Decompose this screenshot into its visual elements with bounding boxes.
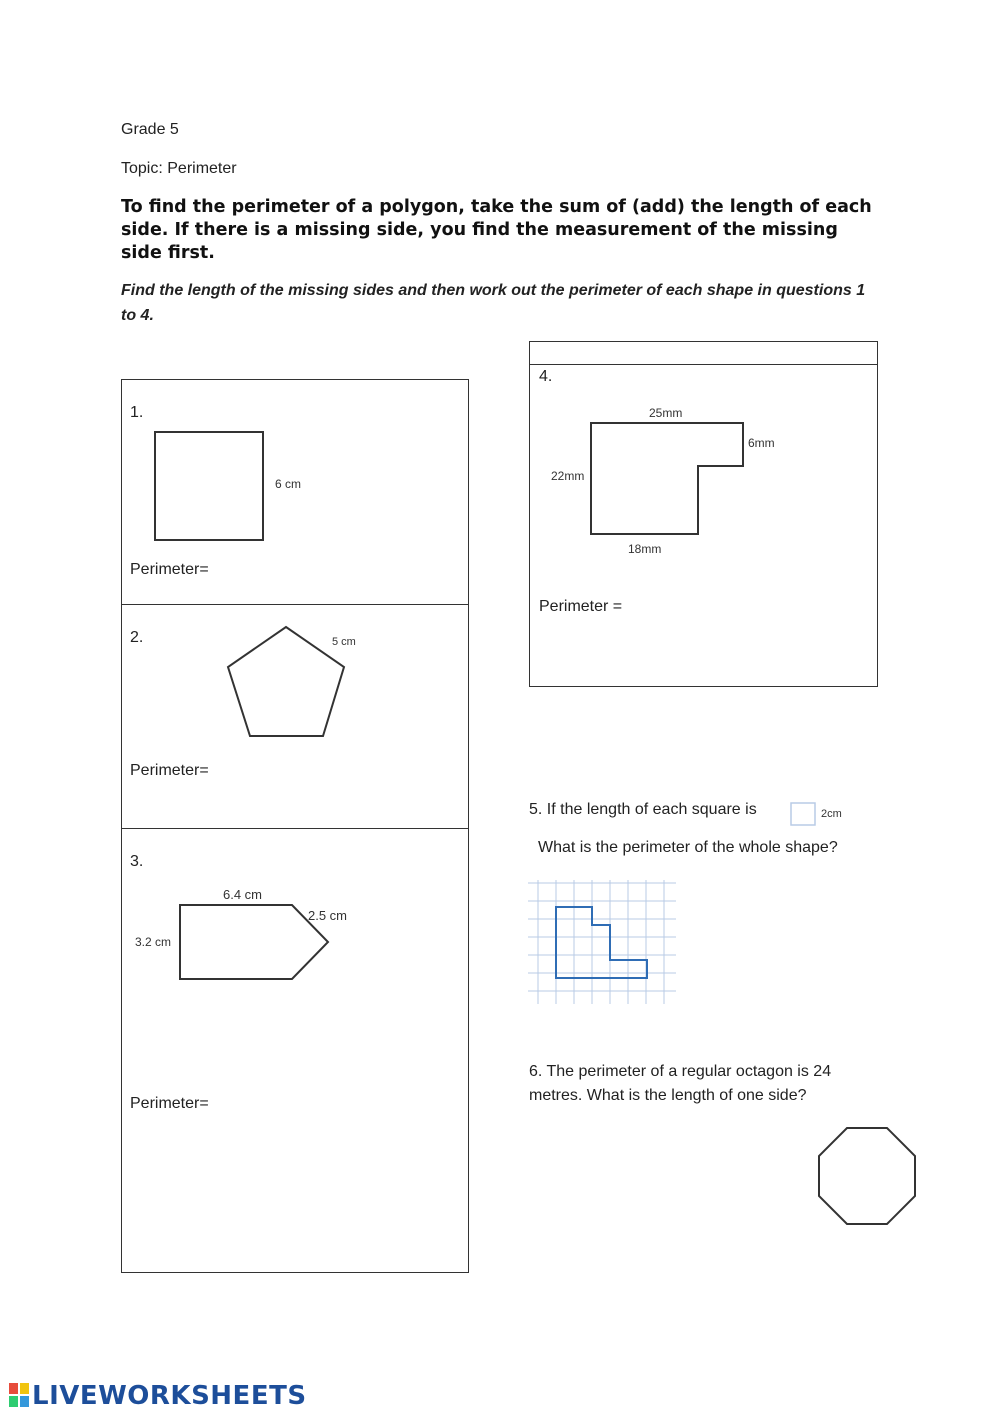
l-shape	[591, 423, 743, 534]
q1-side-label: 6 cm	[275, 477, 302, 491]
grid-l-shape	[556, 907, 647, 978]
instruction-text: Find the length of the missing sides and then work out the perimeter of each shape in questions 1 to 4.	[121, 282, 866, 324]
question-4-header-box	[529, 341, 878, 365]
q4-top-label: 25mm	[649, 406, 683, 420]
question-3-number: 3.	[130, 853, 144, 870]
footer-brand[interactable]	[8, 1381, 307, 1411]
q4-left-label: 22mm	[551, 469, 585, 483]
q1-perimeter-label: Perimeter=	[130, 561, 209, 578]
l-shape-figure	[530, 365, 877, 686]
octagon-figure	[812, 1122, 922, 1232]
grid-lines	[528, 880, 676, 1004]
q4-right-label: 6mm	[748, 436, 775, 450]
topic-label: Topic: Perimeter	[121, 160, 237, 177]
q3-perimeter-label: Perimeter=	[130, 1095, 209, 1112]
question-4-box	[529, 364, 878, 687]
liveworksheets-logo-icon	[8, 1382, 32, 1410]
unit-square-figure	[788, 800, 858, 830]
question-2-box	[121, 604, 469, 829]
q3-left-label: 3.2 cm	[135, 935, 172, 949]
pentagon-figure	[122, 605, 468, 828]
square-shape	[155, 432, 263, 540]
question-1-number: 1.	[130, 404, 144, 421]
question-1-box	[121, 379, 469, 605]
q6-line-2: metres. What is the length of one side?	[529, 1087, 807, 1104]
q5-text: 5. If the length of each square is	[529, 801, 757, 818]
unit-square	[791, 803, 815, 825]
q5-question: What is the perimeter of the whole shape?	[538, 839, 838, 856]
q6-line-1: 6. The perimeter of a regular octagon is 24	[529, 1063, 832, 1080]
grid-figure	[528, 880, 678, 1006]
unit-square-label: 2cm	[821, 808, 842, 820]
q2-side-label: 5 cm	[332, 636, 356, 648]
octagon-shape	[819, 1128, 915, 1224]
intro-paragraph: To find the perimeter of a polygon, take the sum of (add) the length of each side. If there is a missing side, you find the measurement of the missing side first.	[121, 197, 872, 263]
grade-label: Grade 5	[121, 121, 179, 138]
q4-perimeter-label: Perimeter =	[539, 598, 623, 615]
arrow-pentagon-shape	[180, 905, 328, 979]
q2-perimeter-label: Perimeter=	[130, 762, 209, 779]
pentagon-shape	[228, 627, 344, 736]
arrow-pentagon-figure	[122, 829, 468, 1272]
question-3-box	[121, 828, 469, 1273]
q3-top-label: 6.4 cm	[223, 887, 263, 902]
brand-name: LIVEWORKSHEETS	[32, 1381, 307, 1411]
question-2-number: 2.	[130, 629, 144, 646]
q3-slant-label: 2.5 cm	[308, 908, 348, 923]
q4-bottom-label: 18mm	[628, 542, 662, 556]
question-4-number: 4.	[539, 368, 553, 385]
